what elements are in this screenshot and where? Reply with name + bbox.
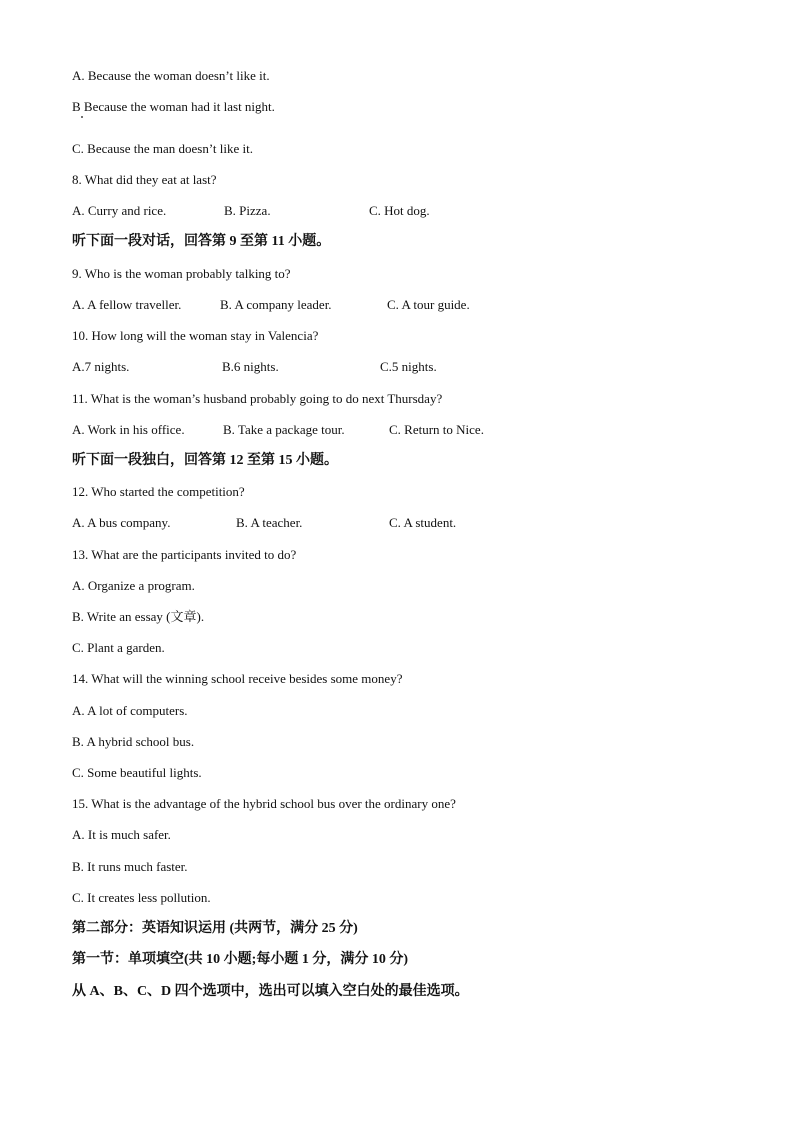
section1-title: 第一节：单项填空(共 10 小题;每小题 1 分，满分 10 分) xyxy=(72,952,408,967)
q14-option-a: A. A lot of computers. xyxy=(72,703,188,718)
q10-question: 10. How long will the woman stay in Valencia? xyxy=(72,328,319,343)
q8-option-b: B. Pizza. xyxy=(224,203,271,218)
q15-question: 15. What is the advantage of the hybrid school bus over the ordinary one? xyxy=(72,796,456,811)
q14-question: 14. What will the winning school receive besides some money? xyxy=(72,671,403,686)
q12-option-c: C. A student. xyxy=(389,515,457,530)
q8-option-c: C. Hot dog. xyxy=(369,203,430,218)
q14-option-b: B. A hybrid school bus. xyxy=(72,734,195,749)
q10-option-a: A.7 nights. xyxy=(72,359,130,374)
q13-option-a: A. Organize a program. xyxy=(72,578,195,593)
q11-option-c: C. Return to Nice. xyxy=(389,422,484,437)
q9-option-b: B. A company leader. xyxy=(220,297,332,312)
q12-option-a: A. A bus company. xyxy=(72,515,171,530)
q7-option-b: B Because the woman had it last night. xyxy=(72,99,275,114)
q10-option-b: B.6 nights. xyxy=(222,359,279,374)
q12-question: 12. Who started the competition? xyxy=(72,484,245,499)
q10-option-c: C.5 nights. xyxy=(380,359,437,374)
q15-option-b: B. It runs much faster. xyxy=(72,859,188,874)
q14-option-c: C. Some beautiful lights. xyxy=(72,765,202,780)
q11-question: 11. What is the woman’s husband probably going to do next Thursday? xyxy=(72,391,443,406)
q9-question: 9. Who is the woman probably talking to? xyxy=(72,266,291,281)
q9-option-c: C. A tour guide. xyxy=(387,297,470,312)
q8-question: 8. What did they eat at last? xyxy=(72,172,217,187)
q9-option-a: A. A fellow traveller. xyxy=(72,297,182,312)
q13-question: 13. What are the participants invited to do? xyxy=(72,547,297,562)
instruction: 从 A、B、C、D 四个选项中，选出可以填入空白处的最佳选项。 xyxy=(72,984,469,999)
stray-mark xyxy=(81,116,83,118)
q15-option-a: A. It is much safer. xyxy=(72,827,171,842)
q11-option-b: B. Take a package tour. xyxy=(223,422,345,437)
q7-option-c: C. Because the man doesn’t like it. xyxy=(72,141,253,156)
q8-option-a: A. Curry and rice. xyxy=(72,203,167,218)
q7-option-a: A. Because the woman doesn’t like it. xyxy=(72,68,270,83)
q13-option-c: C. Plant a garden. xyxy=(72,640,165,655)
section-heading-12-15: 听下面一段独白，回答第 12 至第 15 小题。 xyxy=(72,453,338,468)
part2-title: 第二部分：英语知识运用 (共两节，满分 25 分) xyxy=(72,921,358,936)
section-heading-9-11: 听下面一段对话，回答第 9 至第 11 小题。 xyxy=(72,234,331,249)
q11-option-a: A. Work in his office. xyxy=(72,422,185,437)
q13-option-b: B. Write an essay (文章). xyxy=(72,609,205,624)
q15-option-c: C. It creates less pollution. xyxy=(72,890,211,905)
q12-option-b: B. A teacher. xyxy=(236,515,303,530)
